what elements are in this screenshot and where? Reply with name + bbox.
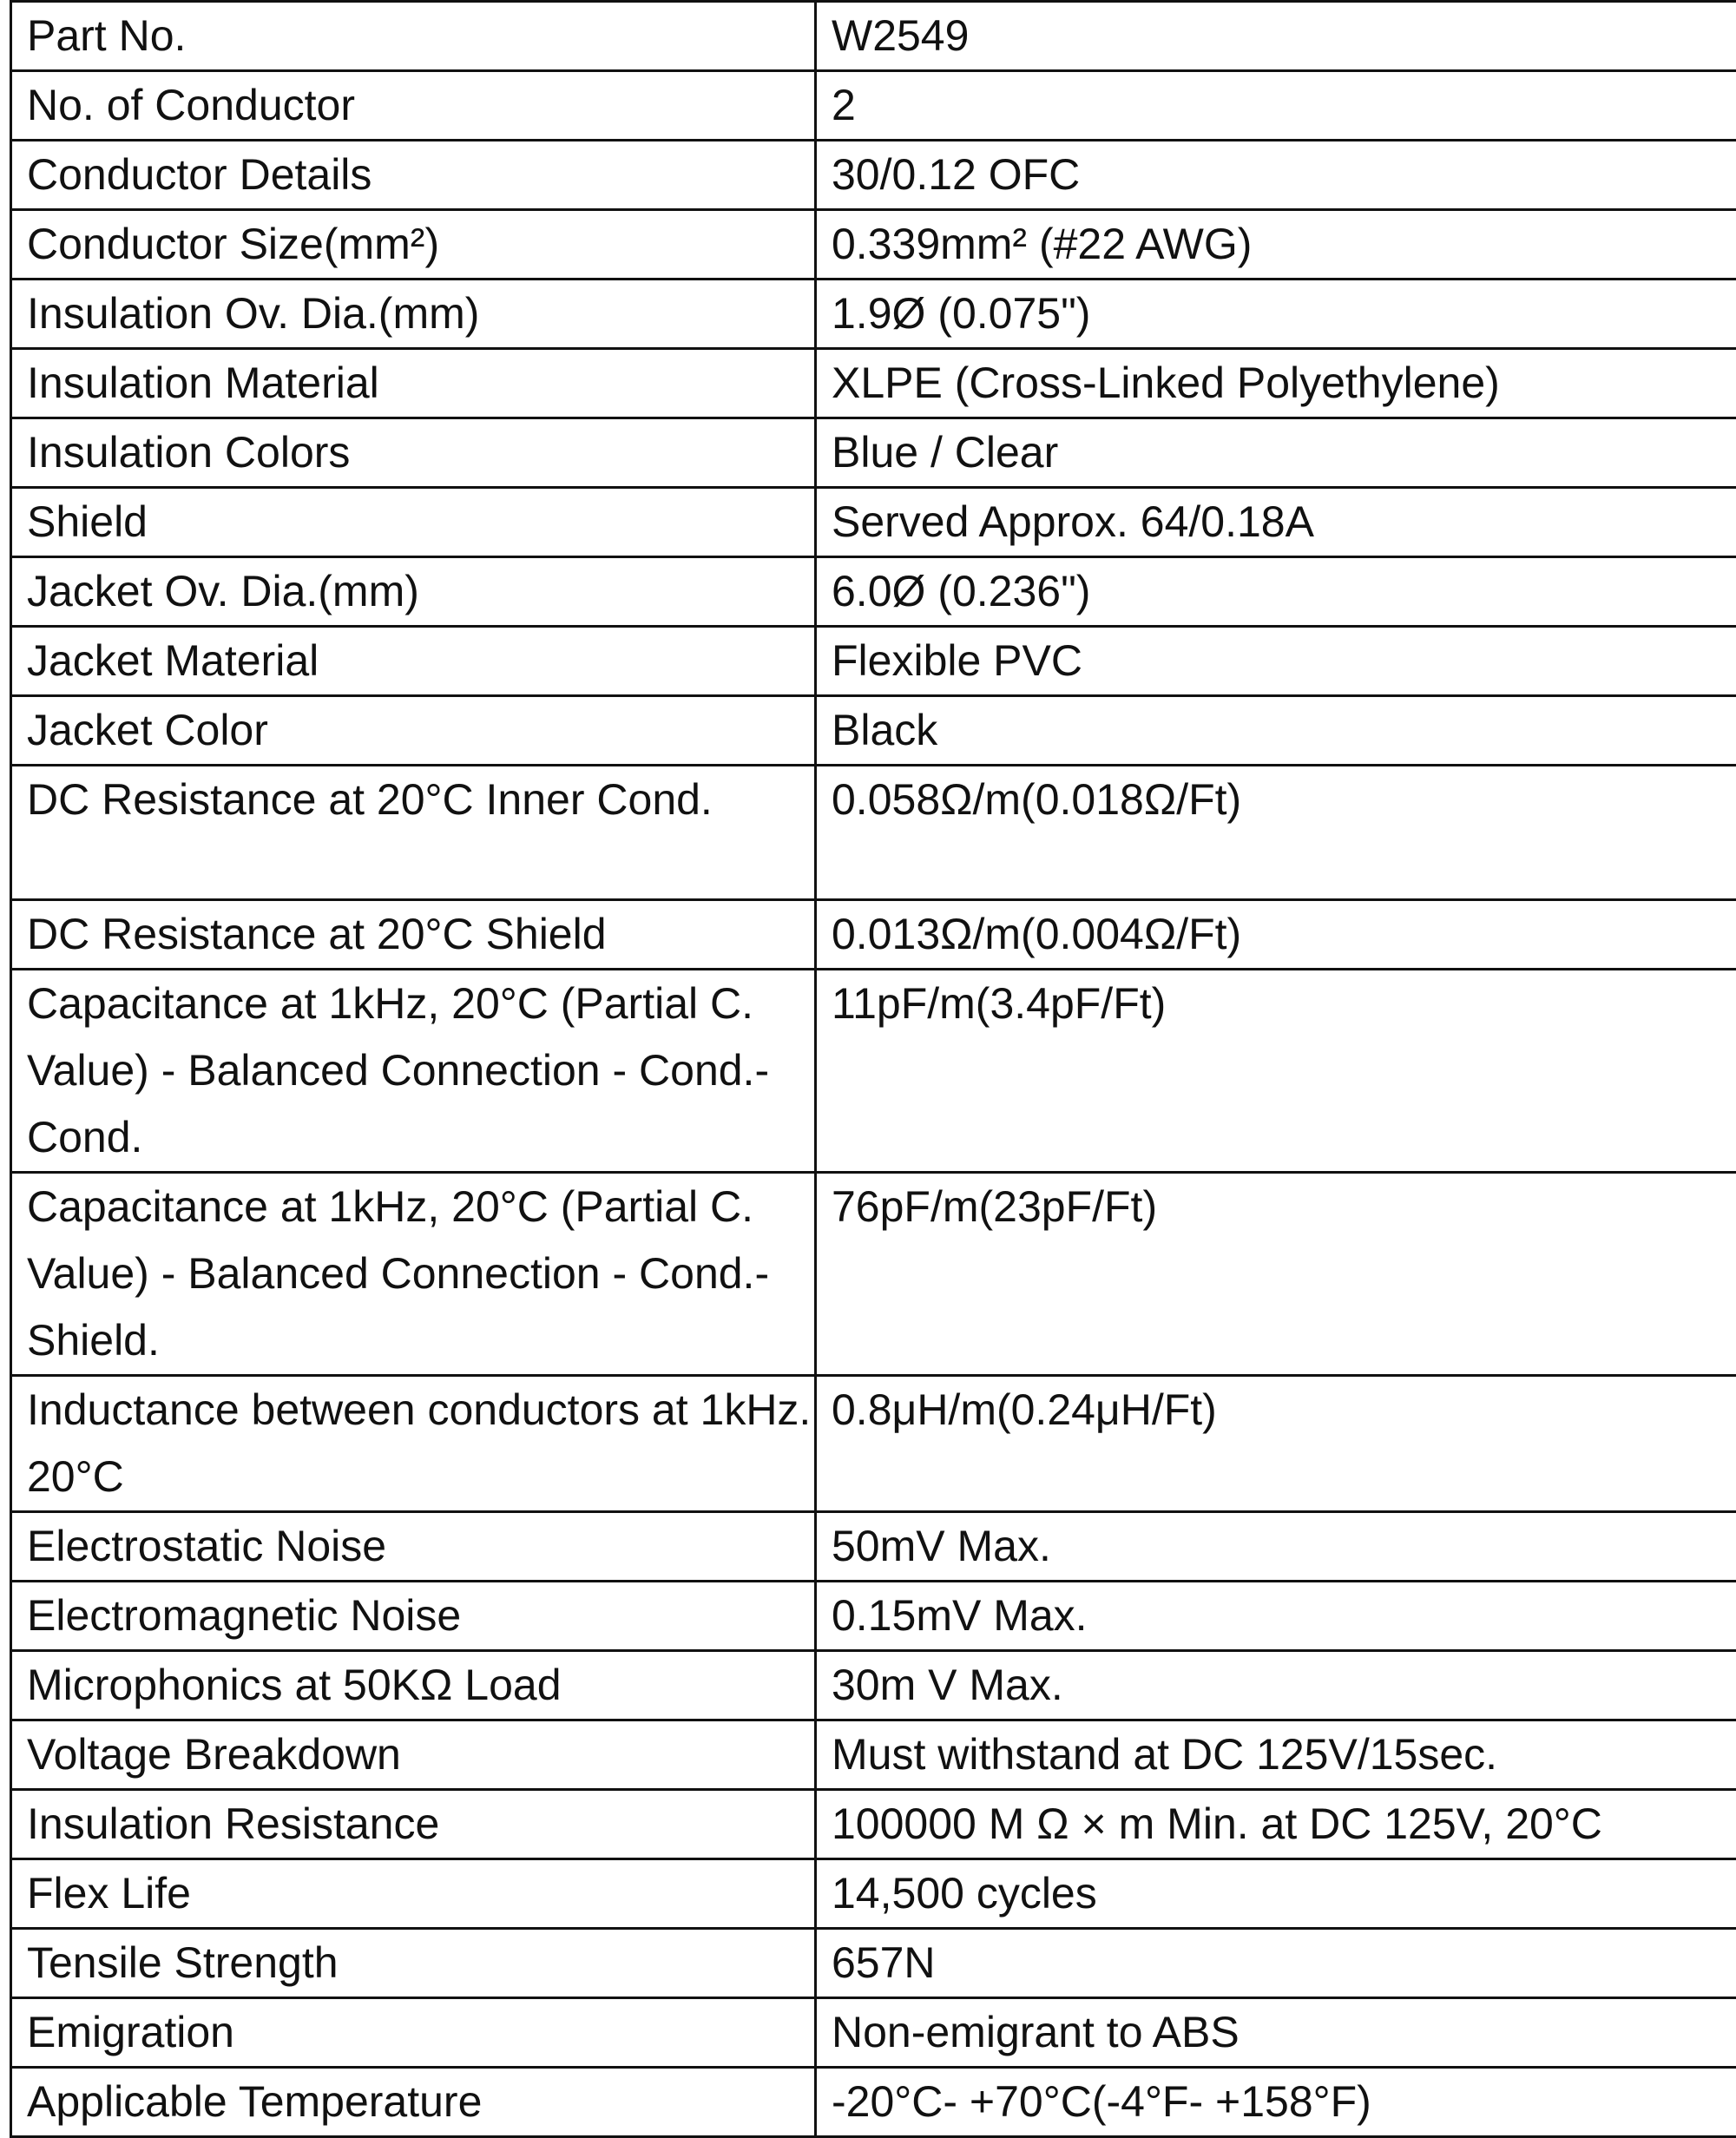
table-row <box>11 1859 1736 1929</box>
row-value: -20°C- +70°C(-4°F- +158°F) <box>816 2068 1736 2137</box>
row-label: Jacket Ov. Dia.(mm) <box>11 557 816 627</box>
row-value: 1.9Ø (0.075") <box>816 280 1736 349</box>
row-value: 0.15mV Max. <box>816 1582 1736 1651</box>
table-row <box>11 418 1736 488</box>
row-label: Electromagnetic Noise <box>11 1582 816 1651</box>
table-row <box>11 141 1736 210</box>
row-label: Insulation Colors <box>11 418 816 488</box>
row-label: Electrostatic Noise <box>11 1512 816 1582</box>
row-value: Must withstand at DC 125V/15sec. <box>816 1720 1736 1790</box>
row-label: No. of Conductor <box>11 71 816 141</box>
row-value: 0.058Ω/m(0.018Ω/Ft) <box>816 766 1736 900</box>
row-value: 14,500 cycles <box>816 1859 1736 1929</box>
table-row <box>11 1512 1736 1582</box>
row-value: 30/0.12 OFC <box>816 141 1736 210</box>
row-value: 11pF/m(3.4pF/Ft) <box>816 970 1736 1173</box>
row-value: W2549 <box>816 2 1736 71</box>
table-row <box>11 280 1736 349</box>
table-row <box>11 1790 1736 1859</box>
row-label: Conductor Details <box>11 141 816 210</box>
table-row <box>11 766 1736 900</box>
row-label: Insulation Material <box>11 349 816 418</box>
row-label: Applicable Temperature <box>11 2068 816 2137</box>
row-label: Part No. <box>11 2 816 71</box>
row-value: 50mV Max. <box>816 1512 1736 1582</box>
row-label: Capacitance at 1kHz, 20°C (Partial C. Value) - Balanced Connection - Cond.-Cond. <box>11 970 816 1173</box>
row-label: Tensile Strength <box>11 1929 816 1998</box>
table-row <box>11 2 1736 71</box>
row-label: Inductance between conductors at 1kHz. 20°C <box>11 1376 816 1512</box>
row-value: 0.8μH/m(0.24μH/Ft) <box>816 1376 1736 1512</box>
row-value: 0.339mm² (#22 AWG) <box>816 210 1736 280</box>
table-row <box>11 71 1736 141</box>
table-row <box>11 210 1736 280</box>
table-row <box>11 696 1736 766</box>
row-label: Conductor Size(mm²) <box>11 210 816 280</box>
table-row <box>11 1720 1736 1790</box>
table-row <box>11 557 1736 627</box>
table-row <box>11 1173 1736 1376</box>
row-label: DC Resistance at 20°C Inner Cond. <box>11 766 816 900</box>
row-value: Blue / Clear <box>816 418 1736 488</box>
table-row <box>11 2068 1736 2137</box>
table-row <box>11 1582 1736 1651</box>
row-label: Emigration <box>11 1998 816 2068</box>
spec-table <box>10 0 1736 2138</box>
row-label: Voltage Breakdown <box>11 1720 816 1790</box>
row-value: Non-emigrant to ABS <box>816 1998 1736 2068</box>
row-value: 6.0Ø (0.236") <box>816 557 1736 627</box>
table-row <box>11 970 1736 1173</box>
row-label: Insulation Resistance <box>11 1790 816 1859</box>
row-value: XLPE (Cross-Linked Polyethylene) <box>816 349 1736 418</box>
row-label: Microphonics at 50KΩ Load <box>11 1651 816 1720</box>
row-label: Shield <box>11 488 816 557</box>
row-value: 30m V Max. <box>816 1651 1736 1720</box>
row-value: 76pF/m(23pF/Ft) <box>816 1173 1736 1376</box>
table-row <box>11 1929 1736 1998</box>
row-value: 2 <box>816 71 1736 141</box>
table-row <box>11 488 1736 557</box>
table-row <box>11 1376 1736 1512</box>
row-value: Black <box>816 696 1736 766</box>
table-row <box>11 627 1736 696</box>
row-label: Jacket Material <box>11 627 816 696</box>
table-row <box>11 1998 1736 2068</box>
row-value: 100000 M Ω × m Min. at DC 125V, 20°C <box>816 1790 1736 1859</box>
row-label: Capacitance at 1kHz, 20°C (Partial C. Value) - Balanced Connection - Cond.- Shield. <box>11 1173 816 1376</box>
row-label: Flex Life <box>11 1859 816 1929</box>
table-row <box>11 900 1736 970</box>
row-label: Jacket Color <box>11 696 816 766</box>
row-label: Insulation Ov. Dia.(mm) <box>11 280 816 349</box>
row-value: Served Approx. 64/0.18A <box>816 488 1736 557</box>
table-row <box>11 349 1736 418</box>
row-label: DC Resistance at 20°C Shield <box>11 900 816 970</box>
row-value: 657N <box>816 1929 1736 1998</box>
table-row <box>11 1651 1736 1720</box>
row-value: Flexible PVC <box>816 627 1736 696</box>
row-value: 0.013Ω/m(0.004Ω/Ft) <box>816 900 1736 970</box>
